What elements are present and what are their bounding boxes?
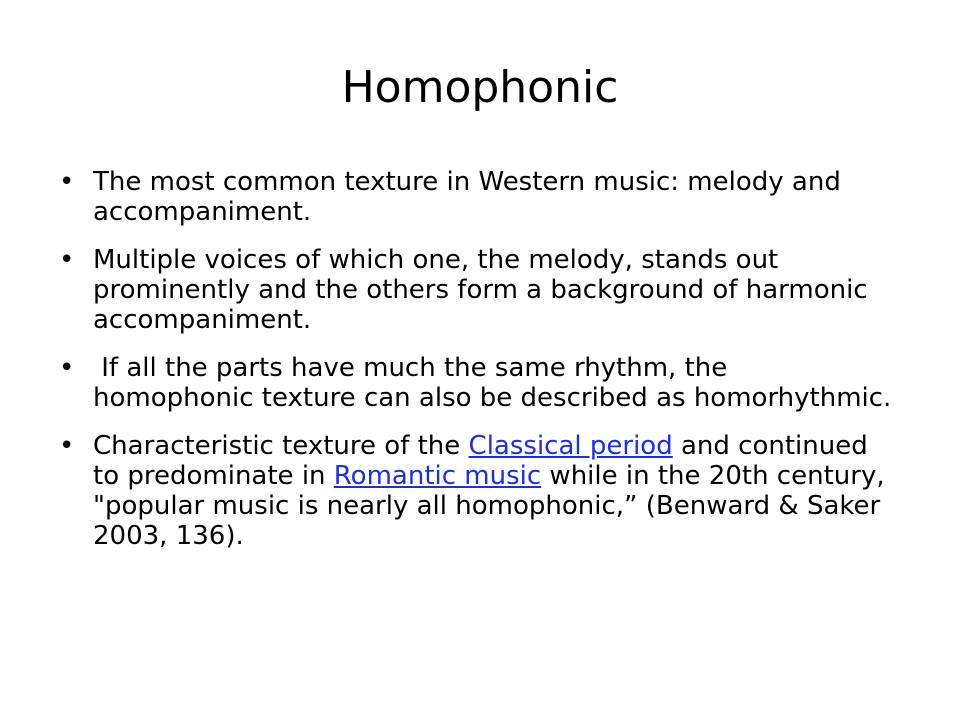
bullet-list: [59, 167, 893, 569]
classical-period-link[interactable]: Classical period: [468, 431, 673, 461]
bullet-dot-icon: •: [59, 167, 75, 197]
bullet-text-4-start: Characteristic texture of the: [93, 431, 469, 461]
bullet-dot-icon: •: [59, 431, 75, 461]
romantic-music-link[interactable]: Romantic music: [333, 461, 542, 491]
bullet-item-3: [59, 353, 893, 413]
bullet-item-1: [59, 167, 893, 227]
bullet-item-4: [59, 431, 893, 551]
bullet-text-2: Multiple voices of which one, the melody, stands out prominently and the others form a background of harmonic accompaniment.: [93, 245, 868, 335]
bullet-text-3: If all the parts have much the same rhythm, the homophonic texture can also be described as homorhythmic.: [93, 353, 892, 413]
bullet-dot-icon: •: [59, 353, 75, 383]
slide-title: Homophonic: [341, 62, 619, 113]
bullet-text-1: The most common texture in Western music: melody and accompaniment.: [93, 167, 841, 227]
bullet-item-2: [59, 245, 893, 335]
bullet-dot-icon: •: [59, 245, 75, 275]
bullet-text-4-middle: and continued to predominate in: [93, 431, 876, 491]
bullet-text-4-end: while in the 20th century, "popular music is nearly all homophonic,” (Benward & Saker 2003, 136).: [93, 461, 893, 551]
